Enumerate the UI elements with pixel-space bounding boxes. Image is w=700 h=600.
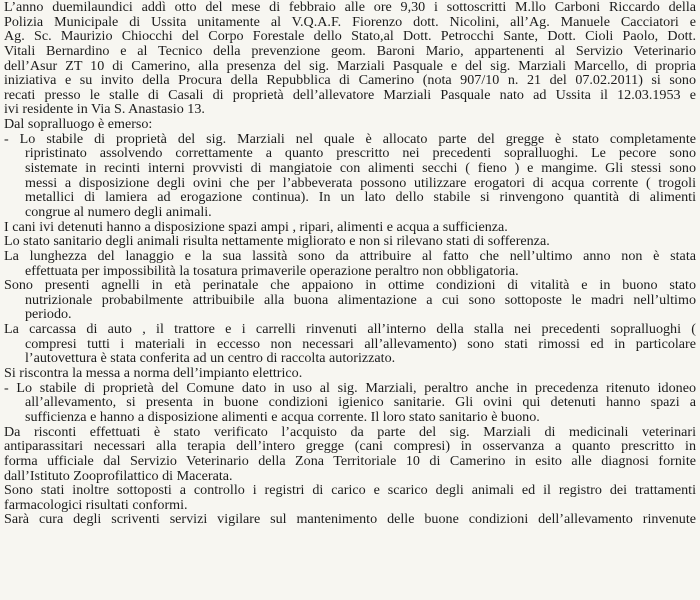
text-line: La lunghezza del lanaggio e la sua lassità sono da attribuire al fatto che nell’ultimo anno non è stata — [4, 248, 696, 264]
text-line: iniziativa e su invito della Procura della Repubblica di Camerino (nota 907/10 n. 21 del 07.02.2011) si sono — [4, 73, 696, 88]
text-line: metallici di lamiera ad erogazione continua). In un lato dello stabile si rinvengono quantità di alimenti — [25, 190, 696, 205]
text-line: all’allevamento, si presenta in buone condizioni igienico sanitarie. Gli ovini qui detenuti hanno spazi a — [25, 395, 696, 410]
text-line: L’anno duemilaundici addì otto del mese di febbraio alle ore 9,30 i sottoscritti M.llo Carboni Riccardo della — [4, 0, 696, 15]
text-line: compresi tutti i materiali in eccesso non necessari all’allevamento) sono stati rimossi ed in particolare — [25, 336, 696, 352]
document-body — [4, 0, 696, 527]
text-line: dall’Istituto Zooprofilattico di Macerata. — [4, 468, 233, 484]
text-line: recati presso le stalle di Casali di proprietà dell’allevatore Marziali Pasquale nato ad Ussita il 12.03.1953 e — [4, 87, 696, 103]
text-line: dell’Asur ZT 10 di Camerino, alla presenza del sig. Marziali Pasquale e del sig. Marziali Marcello, di propria — [4, 58, 696, 74]
text-line: Sono stati inoltre sottoposti a controllo i registri di carico e scarico degli animali ed il registro dei trattamenti — [4, 483, 696, 498]
text-line: Sarà cura degli scriventi servizi vigilare sul mantenimento delle buone condizioni dell’allevamento rinvenute — [4, 512, 696, 528]
text-line: La carcassa di auto , il trattore e i carrelli rinvenuti all’interno della stalla nei precedenti sopralluoghi ( — [4, 322, 696, 337]
text-line: ivi residente in Via S. Anastasio 13. — [4, 102, 205, 118]
text-line: Sono presenti agnelli in età perinatale che appaiono in ottime condizioni di vitalità e in buono stato — [4, 278, 696, 293]
text-line: periodo. — [25, 307, 72, 323]
text-line: Lo stato sanitario degli animali risulta nettamente migliorato e non si rilevano stati di sofferenza. — [4, 234, 550, 249]
text-line: ripristinato assolvendo correttamente a quanto prescritto nei precedenti sopralluoghi. Le pecore sono — [25, 146, 696, 162]
text-line: Dal sopralluogo è emerso: — [4, 117, 153, 132]
text-line: Si riscontra la messa a norma dell’impianto elettrico. — [4, 366, 303, 381]
text-line: congrue al numero degli animali. — [25, 204, 212, 220]
text-line: sufficienza e hanno a disposizione alimenti e acqua corrente. Il loro stato sanitario è buono. — [25, 409, 540, 425]
text-line: l’autovettura è stata conferita ad un centro di raccolta autorizzato. — [25, 351, 396, 367]
text-line: I cani ivi detenuti hanno a disposizione spazi ampi , ripari, alimenti e acqua a sufficienza. — [4, 219, 508, 235]
text-line: sistemate in recinti interni provvisti di mangiatoie con alimenti secchi ( fieno ) e mangime. Gli stessi sono — [25, 161, 696, 176]
text-line: Vitali Bernardino e al Tecnico della prevenzione geom. Baroni Mario, appartenenti al Servizio Veterinario — [4, 43, 696, 59]
text-line: forma ufficiale dal Servizio Veterinario della Zona Territoriale 10 di Camerino in esito alle diagnosi fornite — [4, 453, 696, 469]
text-line: nutrizionale probabilmente attribuibile alla buona alimentazione a cui sono sottoposte le madri nell’ultimo — [25, 292, 696, 308]
text-line: effettuata per impossibilità la tosatura primaverile operazione peraltro non obbligatoria. — [25, 263, 519, 279]
text-line: Da risconti effettuati è stato verificato l’acquisto da parte del sig. Marziali di medicinali veterinari — [4, 424, 696, 440]
text-line: Ag. Sc. Maurizio Chiocchi del Corpo Forestale dello Stato,al Dott. Petrocchi Sante, Dott. Cioli Paolo, Dott. — [4, 29, 696, 44]
text-line: Polizia Municipale di Ussita unitamente al V.Q.A.F. Fiorenzo dott. Nicolini, all’Ag. Manuele Cacciatori e — [4, 14, 696, 30]
text-line: messi a disposizione degli ovini che per l’abbeverata possono utilizzare erogatori di acqua corrente ( trogoli — [25, 175, 696, 191]
text-line: - Lo stabile di proprietà del sig. Marziali nel quale è allocato parte del gregge è stato completamente — [4, 131, 696, 147]
text-line: farmacologici risultati conformi. — [4, 497, 188, 513]
text-line: antiparassitari necessari alla terapia dell’intero gregge (cani compresi) in osservanza a quanto prescritto in — [4, 439, 696, 454]
text-line: - Lo stabile di proprietà del Comune dato in uso al sig. Marziali, peraltro anche in precedenza ritenuto idoneo — [4, 380, 696, 396]
